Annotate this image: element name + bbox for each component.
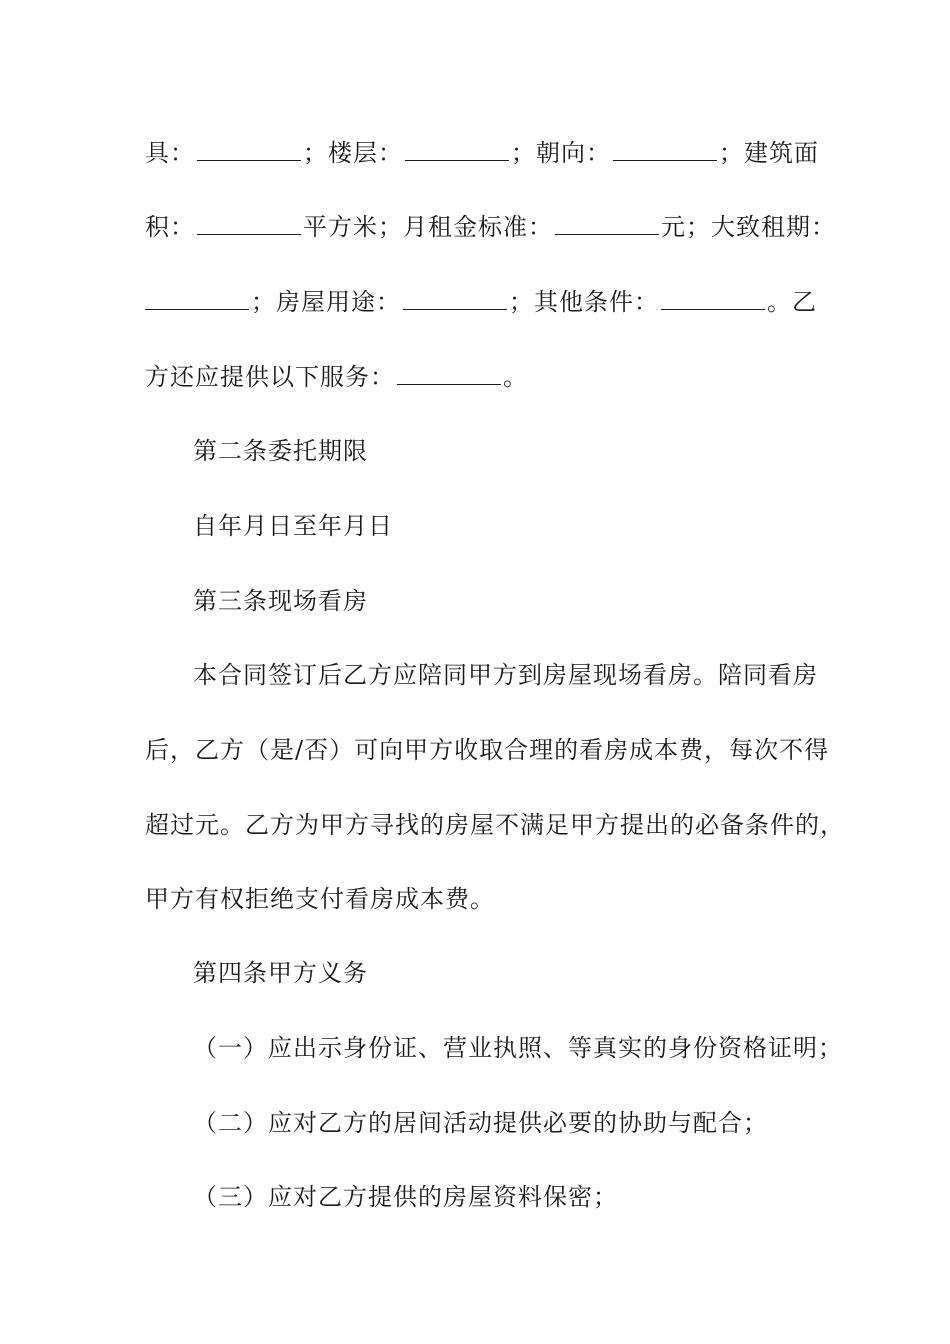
fill-blank[interactable] (197, 142, 301, 161)
line-text: 积： (145, 213, 195, 241)
line-text: ；其他条件： (509, 288, 659, 316)
line-text: ；建筑面 (719, 139, 819, 167)
line-text: 具： (145, 139, 195, 167)
article-3-para-line: 后，乙方（是/否）可向甲方收取合理的看房成本费，每次不得 (145, 736, 830, 764)
form-line-4 (145, 362, 528, 392)
article-2-title: 第二条委托期限 (193, 437, 368, 465)
article-4-item: （一）应出示身份证、营业执照、等真实的身份资格证明； (193, 1034, 843, 1062)
fill-blank[interactable] (145, 291, 249, 310)
article-4-item: （三）应对乙方提供的房屋资料保密； (193, 1183, 618, 1211)
line-text: ；朝向： (511, 139, 611, 167)
line-text: 。 (503, 363, 528, 391)
article-3-para-line: 本合同签订后乙方应陪同甲方到房屋现场看房。陪同看房 (193, 661, 818, 689)
form-line-3 (145, 287, 817, 317)
article-4-item: （二）应对乙方的居间活动提供必要的协助与配合； (193, 1109, 768, 1137)
article-2-body: 自年月日至年月日 (193, 512, 393, 540)
article-3-para-line: 超过元。乙方为甲方寻找的房屋不满足甲方提出的必备条件的， (145, 811, 845, 839)
fill-blank[interactable] (397, 366, 501, 385)
fill-blank[interactable] (405, 142, 509, 161)
article-3-para-line: 甲方有权拒绝支付看房成本费。 (145, 885, 495, 913)
line-text: 方还应提供以下服务： (145, 363, 395, 391)
fill-blank[interactable] (555, 216, 659, 235)
form-line-1 (145, 138, 819, 168)
line-text: 平方米；月租金标准： (303, 213, 553, 241)
fill-blank[interactable] (613, 142, 717, 161)
fill-blank[interactable] (403, 291, 507, 310)
line-text: 。乙 (767, 288, 817, 316)
line-text: ；楼层： (303, 139, 403, 167)
article-4-title: 第四条甲方义务 (193, 959, 368, 987)
fill-blank[interactable] (661, 291, 765, 310)
form-line-2 (145, 212, 836, 242)
article-3-title: 第三条现场看房 (193, 587, 368, 615)
line-text: 元；大致租期： (661, 213, 836, 241)
line-text: ；房屋用途： (251, 288, 401, 316)
fill-blank[interactable] (197, 216, 301, 235)
